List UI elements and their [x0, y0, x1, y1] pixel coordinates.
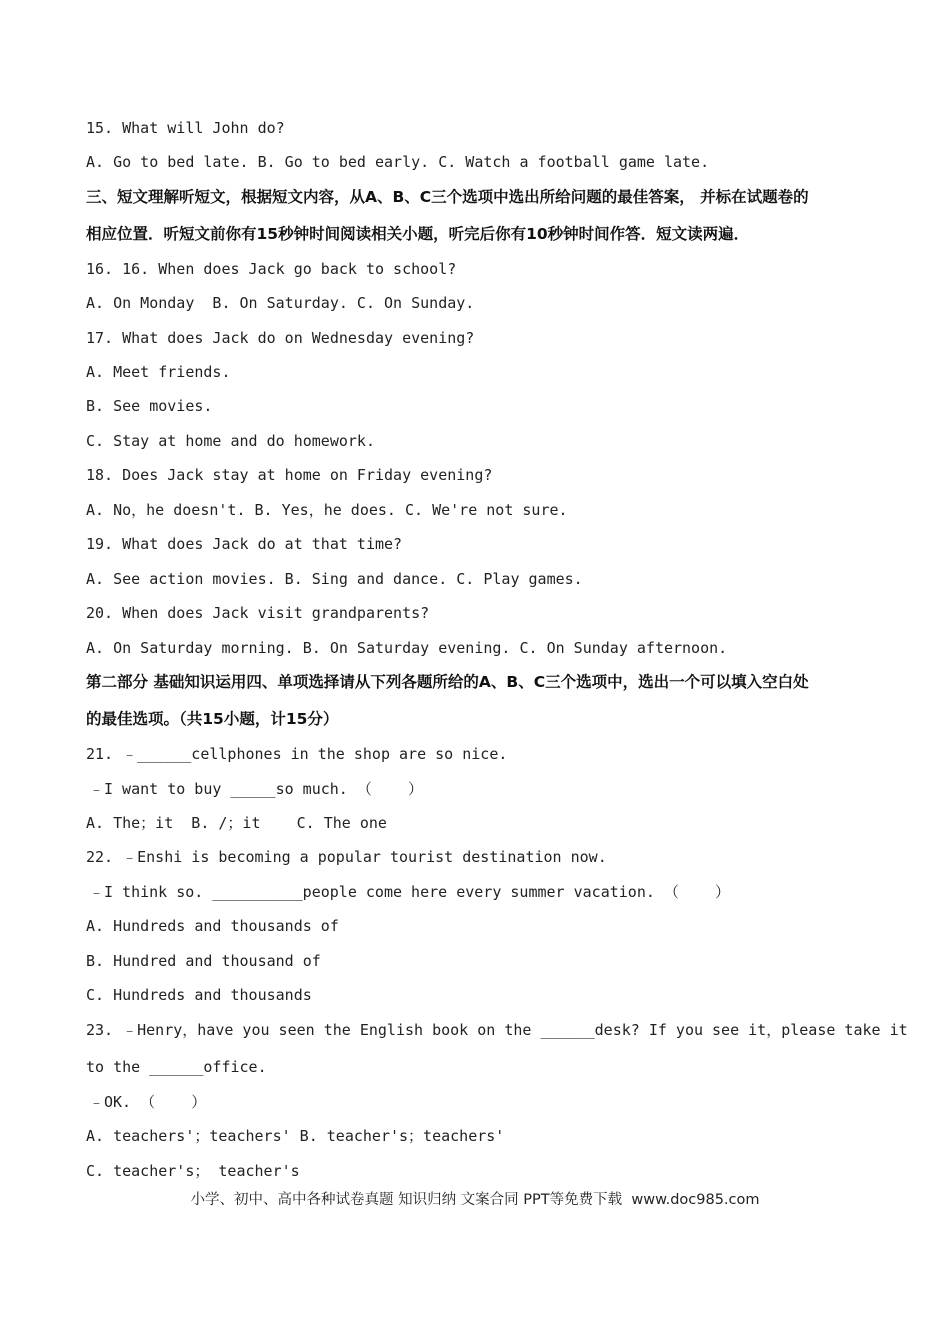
- option-17b: B. See movies.: [86, 397, 213, 415]
- section-three-heading: 三、短文理解听短文，根据短文内容，从A、B、C三个选项中选出所给问题的最佳答案， 并标在试题卷的: [86, 188, 809, 206]
- question-19: 19. What does Jack do at that time?: [86, 535, 403, 553]
- question-23-reply: ﹣OK. （ ）: [89, 1093, 207, 1111]
- question-23: 23. ﹣Henry，have you seen the English book on the ______desk? If you see it，please take it: [86, 1021, 908, 1039]
- part-two-heading: 第二部分 基础知识运用四、单项选择请从下列各题所给的A、B、C三个选项中，选出一个可以填入空白处: [86, 673, 809, 691]
- options-18: A. No，he doesn't. B. Yes，he does. C. We're not sure.: [86, 501, 568, 519]
- question-22: 22. ﹣Enshi is becoming a popular tourist destination now.: [86, 848, 607, 866]
- question-18: 18. Does Jack stay at home on Friday evening?: [86, 466, 493, 484]
- question-15: 15. What will John do?: [86, 119, 285, 137]
- options-19: A. See action movies. B. Sing and dance. C. Play games.: [86, 570, 583, 588]
- options-20: A. On Saturday morning. B. On Saturday evening. C. On Sunday afternoon.: [86, 639, 728, 657]
- option-23c: C. teacher's； teacher's: [86, 1162, 300, 1180]
- question-23-continued: to the ______office.: [86, 1058, 267, 1076]
- option-22c: C. Hundreds and thousands: [86, 986, 312, 1004]
- question-16: 16. 16. When does Jack go back to school?: [86, 260, 457, 278]
- page-footer: 小学、初中、高中各种试卷真题 知识归纳 文案合同 PPT等免费下载 www.doc985.com: [190, 1192, 760, 1208]
- option-17c: C. Stay at home and do homework.: [86, 432, 375, 450]
- section-three-instructions: 相应位置．听短文前你有15秒钟时间阅读相关小题，听完后你有10秒钟时间作答．短文读两遍．: [86, 225, 750, 243]
- option-22a: A. Hundreds and thousands of: [86, 917, 339, 935]
- options-16: A. On Monday B. On Saturday. C. On Sunday.: [86, 294, 475, 312]
- options-21: A. The；it B. /；it C. The one: [86, 814, 387, 832]
- part-two-instructions: 的最佳选项。（共15小题，计15分）: [86, 710, 339, 728]
- question-22-reply: ﹣I think so. __________people come here every summer vacation. （ ）: [89, 883, 731, 901]
- question-20: 20. When does Jack visit grandparents?: [86, 604, 430, 622]
- options-15: A. Go to bed late. B. Go to bed early. C. Watch a football game late.: [86, 153, 710, 171]
- question-21-reply: ﹣I want to buy _____so much. （ ）: [89, 780, 423, 798]
- question-17: 17. What does Jack do on Wednesday evening?: [86, 329, 475, 347]
- option-22b: B. Hundred and thousand of: [86, 952, 321, 970]
- option-17a: A. Meet friends.: [86, 363, 231, 381]
- options-23-ab: A. teachers'；teachers' B. teacher's；teachers': [86, 1127, 505, 1145]
- question-21: 21. ﹣______cellphones in the shop are so nice.: [86, 745, 508, 763]
